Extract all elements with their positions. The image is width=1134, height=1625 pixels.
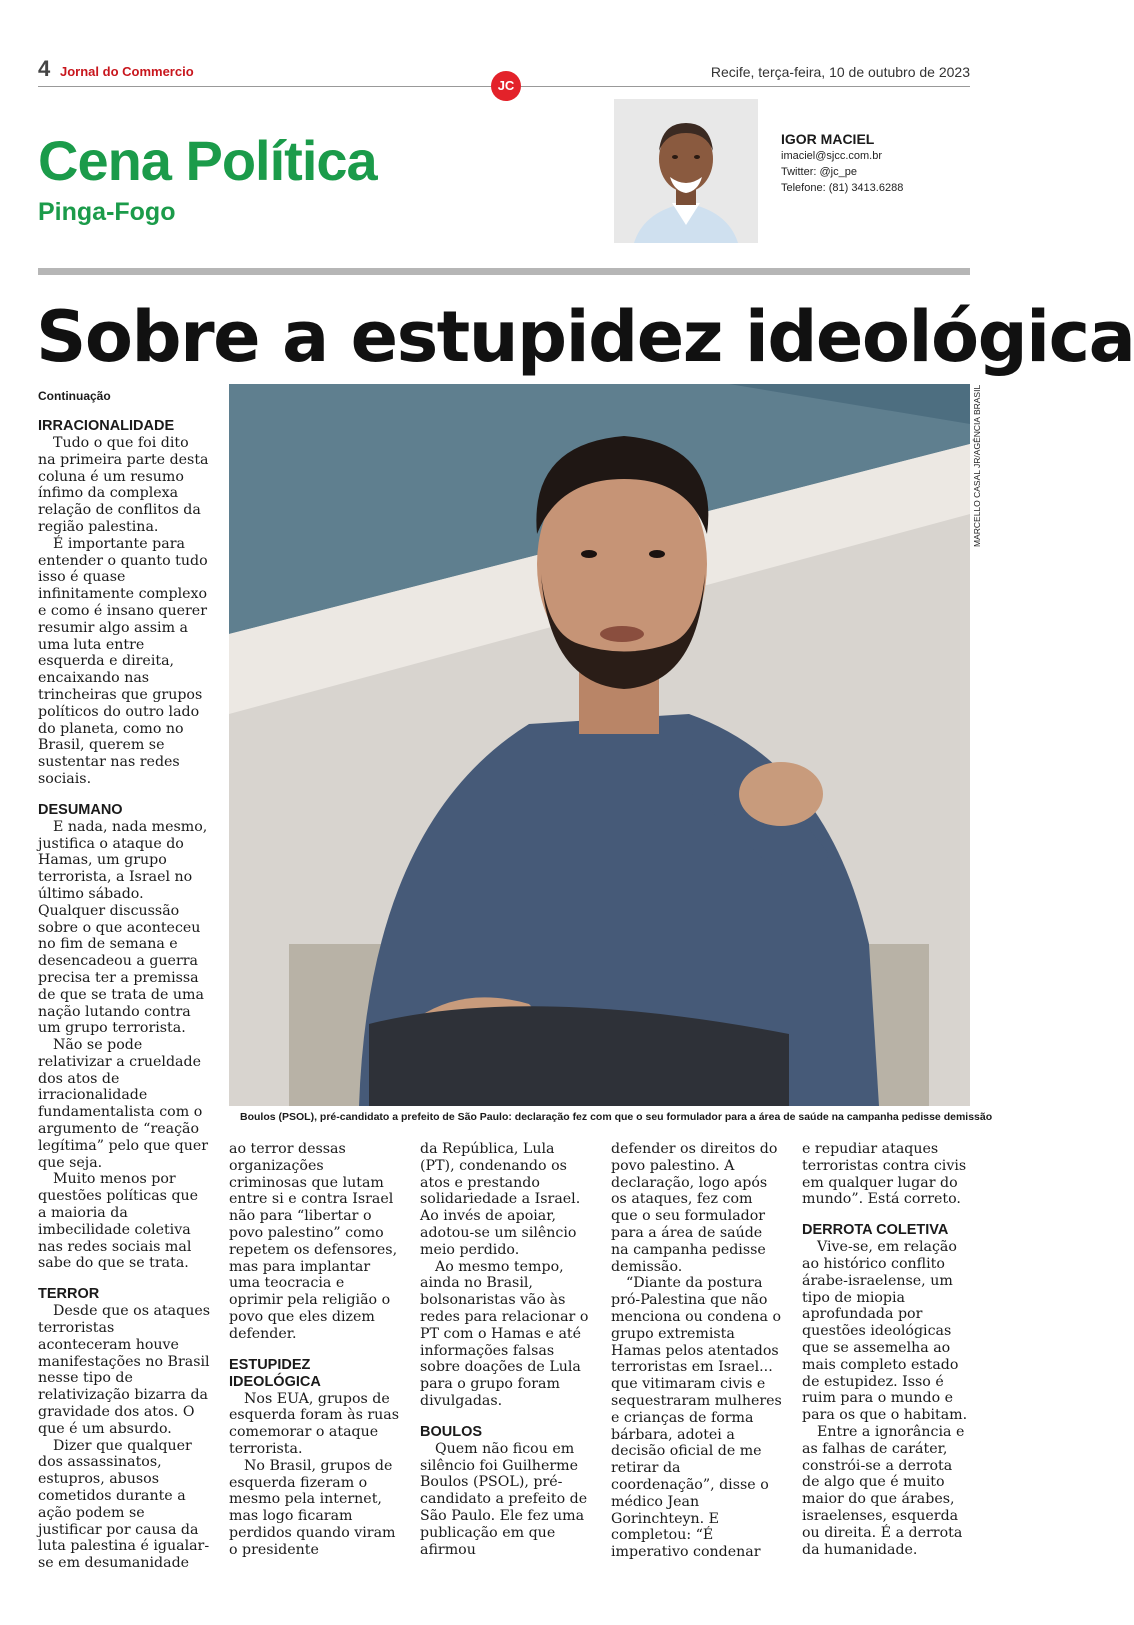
author-email: imaciel@sjcc.com.br (781, 150, 883, 162)
photo-credit-text: MARCELLO CASAL JR/AGÊNCIA BRASIL (972, 384, 982, 547)
text-column-4 (611, 1141, 783, 1561)
newspaper-name: Jornal do Commercio (60, 64, 194, 79)
jc-logo-badge: JC (491, 71, 521, 101)
text-column-3 (420, 1141, 592, 1558)
paragraph: Quem não ficou em silêncio foi Guilherme Boulos (PSOL), pré-candidato a prefeito de São Paulo. Ele fez uma publicação em que afirmou (420, 1440, 588, 1558)
author-phone: Telefone: (81) 3413.6288 (781, 182, 904, 194)
photo-caption: Boulos (PSOL), pré-candidato a prefeito de São Paulo: declaração fez com que o seu formulador para a área de saúde na campanha pedisse demissão (240, 1111, 993, 1123)
paragraph: Dizer que qualquer dos assassinatos, estupros, abusos cometidos durante a ação podem se justificar por causa da luta palestina é igualar-se em desumanidade (38, 1437, 210, 1572)
page-number: 4 (38, 56, 51, 81)
paragraph: Desde que os ataques terroristas aconteceram houve manifestações no Brasil nesse tipo de relativização bizarra da gravidade dos atos. O que é um absurdo. (38, 1303, 211, 1437)
text-column-1 (38, 418, 210, 1572)
paragraph: Nos EUA, grupos de esquerda foram às ruas comemorar o ataque terrorista. (229, 1390, 400, 1457)
subhead-derrota-coletiva: DERROTA COLETIVA (802, 1222, 949, 1239)
text-column-5 (802, 1141, 974, 1558)
paragraph: Vive-se, em relação ao histórico conflito árabe-israelense, um tipo de miopia aprofundada por questões ideológicas que se assemelha ao mais completo estado de estupidez. Isso é ruim para o mundo e para os que o habitam. (802, 1239, 968, 1424)
article-photo (229, 384, 970, 1106)
subhead-desumano: DESUMANO (38, 801, 123, 818)
text-column-2 (229, 1141, 401, 1559)
article-headline: Sobre a estupidez ideológica (36, 296, 1134, 378)
paragraph: e repudiar ataques terroristas contra civis em qualquer lugar do mundo”. Está correto. (802, 1141, 967, 1208)
subhead-estupidez-ideologica: ESTUPIDEZ IDEOLÓGICA (229, 1356, 321, 1390)
paragraph: da República, Lula (PT), condenando os atos e prestando solidariedade a Israel. Ao invés de apoiar, adotou-se um silêncio meio perdido. (420, 1141, 581, 1258)
section-title: Cena Política (38, 129, 377, 192)
author-name: IGOR MACIEL (781, 131, 875, 147)
subhead-terror: TERROR (38, 1286, 100, 1303)
section-divider (38, 268, 970, 275)
subhead-irracionalidade: IRRACIONALIDADE (38, 418, 175, 434)
author-photo (614, 99, 758, 243)
paragraph: Entre a ignorância e as falhas de caráter, constrói-se a derrota de algo que é muito maior do que árabes, israelenses, esquerda ou direita. É a derrota da humanidade. (802, 1423, 965, 1558)
paragraph: defender os direitos do povo palestino. A declaração, logo após os ataques, fez com que o seu formulador para a área de saúde na campanha pedisse demissão. (611, 1141, 778, 1275)
continuation-label: Continuação (38, 389, 111, 403)
paragraph: “Diante da postura pró-Palestina que não menciona ou condena o grupo extremista Hamas pelos atentados terroristas em Israel... que vitimaram civis e sequestraram mulheres e crianças de forma bárbara, adotei a decisão oficial de me retirar da coordenação”, disse o médico Jean Gorinchteyn. E completou: “É imperativo condenar (611, 1275, 782, 1561)
paragraph: É importante para entender o quanto tudo isso é quase infinitamente complexo e como é insano querer resumir algo assim a uma luta entre esquerda e direita, encaixando nas trincheiras que grupos políticos do outro lado do planeta, como no Brasil, querem se sustentar nas redes sociais. (38, 535, 208, 787)
section-subtitle: Pinga-Fogo (38, 198, 176, 226)
subhead-boulos: BOULOS (420, 1423, 483, 1440)
paragraph: Muito menos por questões políticas que a maioria da imbecilidade coletiva nas redes sociais mal sabe do que se trata. (38, 1171, 199, 1272)
paragraph: Não se pode relativizar a crueldade dos atos de irracionalidade fundamentalista com o argumento de “reação legítima” pelo que quer que seja. (38, 1037, 209, 1171)
photo-credit (970, 384, 984, 549)
paragraph: No Brasil, grupos de esquerda fizeram o mesmo pela internet, mas logo ficaram perdidos quando viram o presidente (229, 1457, 396, 1558)
paragraph: Tudo o que foi dito na primeira parte desta coluna é um resumo ínfimo da complexa relação de conflitos da região palestina. (38, 435, 209, 535)
paragraph: E nada, nada mesmo, justifica o ataque do Hamas, um grupo terrorista, a Israel no último sábado. Qualquer discussão sobre o que aconteceu no fim de semana e desencadeou a guerra precisa ter a premissa de que se trata de uma nação lutando contra um grupo terrorista. (38, 818, 208, 1037)
paragraph: Ao mesmo tempo, ainda no Brasil, bolsonaristas vão às redes para relacionar o PT com o Hamas e até informações falsas sobre doações de Lula para o grupo foram divulgadas. (420, 1258, 589, 1409)
paragraph: ao terror dessas organizações criminosas que lutam entre si e contra Israel não para “libertar o povo palestino” como repetem os defensores, mas para implantar uma teocracia e oprimir pela religião o povo que eles dizem defender. (229, 1141, 398, 1342)
author-twitter: Twitter: @jc_pe (781, 166, 857, 178)
publication-date: Recife, terça-feira, 10 de outubro de 2023 (710, 64, 970, 80)
